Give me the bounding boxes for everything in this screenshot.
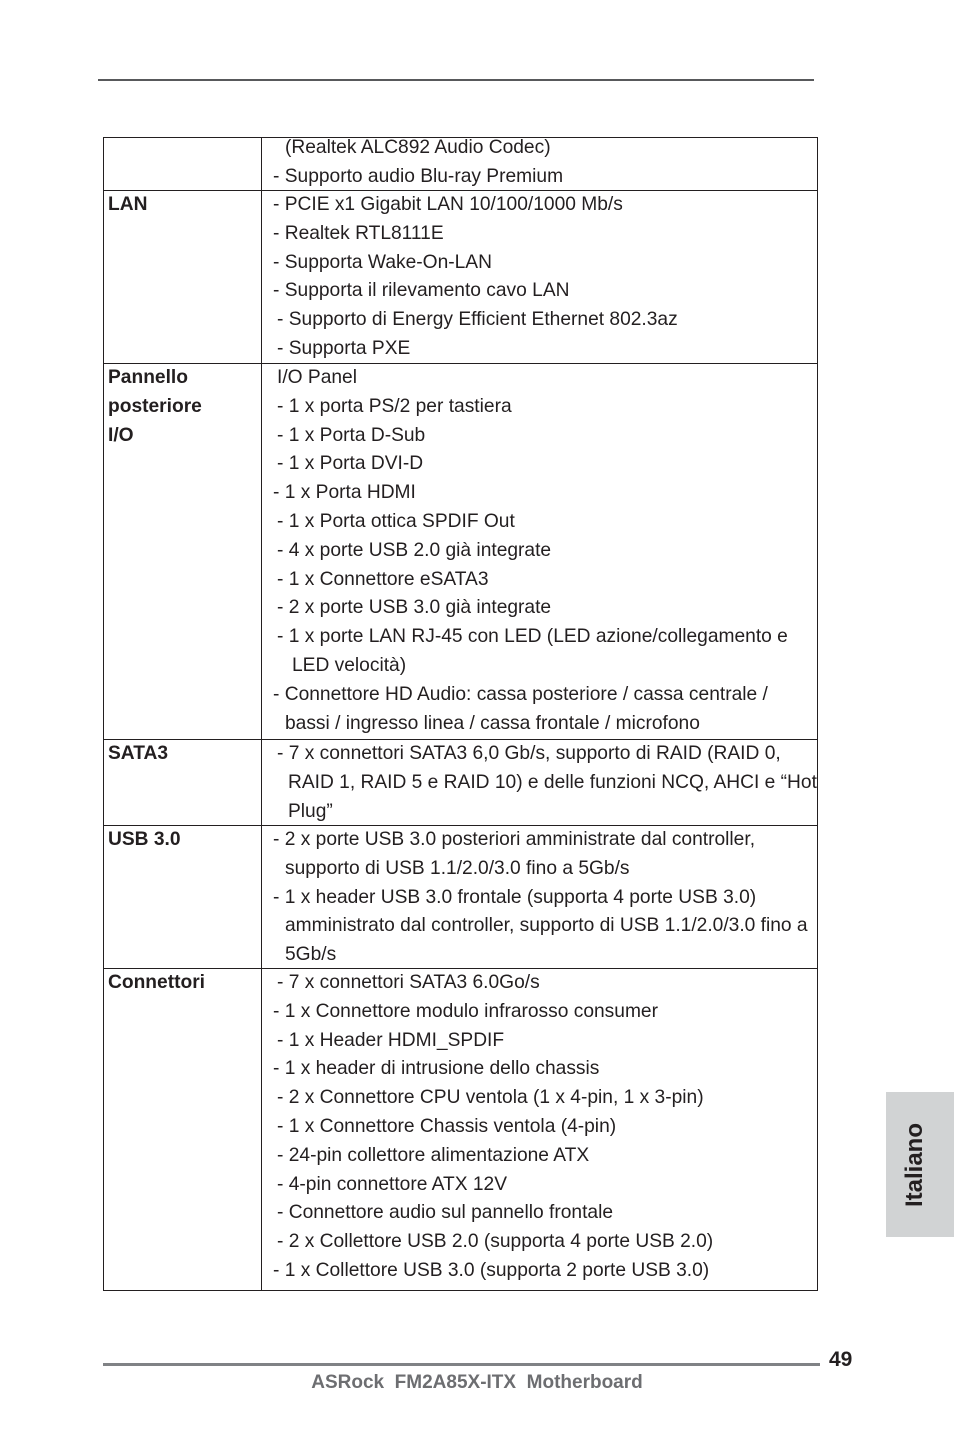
spec-line: - Supporta Wake-On-LAN: [273, 251, 492, 273]
spec-line: 5Gb/s: [285, 944, 337, 966]
spec-line: - 4-pin connettore ATX 12V: [277, 1173, 508, 1195]
spec-line: - 1 x Connettore Chassis ventola (4-pin): [277, 1115, 617, 1137]
spec-row-lan: [104, 190, 817, 363]
spec-line: - 2 x porte USB 3.0 già integrate: [277, 597, 552, 619]
spec-line: Plug”: [288, 800, 333, 822]
spec-line: - 1 x Porta HDMI: [273, 482, 416, 504]
row-label: USB 3.0: [108, 829, 181, 850]
row-label: SATA3: [108, 743, 169, 764]
row-value-cell: [262, 364, 817, 739]
spec-line: - Supporto audio Blu-ray Premium: [273, 165, 564, 187]
spec-row-usb30: [104, 825, 817, 968]
spec-line: - 7 x connettori SATA3 6,0 Gb/s, supporto di RAID (RAID 0,: [277, 743, 781, 764]
spec-line: LED velocità): [292, 654, 407, 676]
language-tab-label: Italiano: [900, 1122, 928, 1207]
row-label: LAN: [108, 194, 148, 215]
spec-line: - Connettore HD Audio: cassa posteriore / cassa centrale /: [273, 683, 768, 705]
row-label-cell: [104, 191, 262, 363]
spec-line: - 1 x Porta DVI-D: [277, 453, 424, 475]
footer-product-name: ASRock FM2A85X-ITX Motherboard: [311, 1372, 643, 1393]
spec-line: - 1 x Porta D-Sub: [277, 424, 426, 446]
spec-line: bassi / ingresso linea / cassa frontale / microfono: [285, 712, 700, 734]
row-value-cell: [262, 740, 817, 825]
spec-line: - 2 x Connettore CPU ventola (1 x 4-pin, 1 x 3-pin): [277, 1087, 704, 1109]
spec-line: - 1 x Header HDMI_SPDIF: [277, 1029, 505, 1051]
spec-line: - 1 x Porta ottica SPDIF Out: [277, 510, 515, 532]
row-value-cell: [262, 134, 817, 190]
spec-line: - 2 x porte USB 3.0 posteriori amministrate dal controller,: [273, 829, 756, 850]
spec-table: [103, 137, 818, 1291]
header-rule: [98, 79, 814, 81]
spec-line: amministrato dal controller, supporto di USB 1.1/2.0/3.0 fino a: [285, 915, 808, 937]
footer-rule: [103, 1363, 820, 1366]
spec-row-rear-panel-io: [104, 363, 817, 739]
spec-line: - 1 x header USB 3.0 frontale (supporta 4 porte USB 3.0): [273, 886, 757, 908]
row-label-cell: [104, 138, 262, 190]
spec-line: - 24-pin collettore alimentazione ATX: [277, 1144, 590, 1166]
row-value-cell: [262, 191, 817, 363]
row-label: Connettori: [108, 972, 205, 993]
row-value-cell: [262, 969, 817, 1290]
spec-line: - Supporta PXE: [277, 337, 411, 359]
row-label-cell: [104, 969, 262, 1290]
row-value-cell: [262, 826, 817, 968]
spec-line: - PCIE x1 Gigabit LAN 10/100/1000 Mb/s: [273, 194, 623, 215]
spec-line: - 1 x Connettore eSATA3: [277, 568, 489, 590]
spec-line: - 1 x porta PS/2 per tastiera: [277, 395, 512, 417]
spec-line: supporto di USB 1.1/2.0/3.0 fino a 5Gb/s: [285, 857, 630, 879]
row-label-cell: [104, 740, 262, 825]
spec-line: - Supporto di Energy Efficient Ethernet 802.3az: [277, 309, 678, 331]
spec-line: (Realtek ALC892 Audio Codec): [285, 137, 551, 158]
row-label-cell: [104, 826, 262, 968]
row-label: posteriore: [108, 395, 202, 417]
spec-row-connectors: [104, 968, 817, 1290]
spec-line: - 1 x Connettore modulo infrarosso consumer: [273, 1000, 658, 1022]
spec-line: I/O Panel: [277, 367, 357, 388]
row-label-cell: [104, 364, 262, 739]
spec-line: - 2 x Collettore USB 2.0 (supporta 4 porte USB 2.0): [277, 1231, 714, 1253]
spec-line: RAID 1, RAID 5 e RAID 10) e delle funzioni NCQ, AHCI e “Hot: [288, 771, 817, 793]
spec-line: - Realtek RTL8111E: [273, 222, 444, 244]
spec-line: - 7 x connettori SATA3 6.0Go/s: [277, 972, 540, 993]
spec-line: - 1 x Collettore USB 3.0 (supporta 2 porte USB 3.0): [273, 1259, 710, 1281]
row-label: I/O: [108, 424, 134, 446]
spec-line: - 1 x porte LAN RJ-45 con LED (LED azione/collegamento e: [277, 626, 788, 648]
spec-line: - 1 x header di intrusione dello chassis: [273, 1058, 600, 1080]
spec-line: - Connettore audio sul pannello frontale: [277, 1202, 614, 1224]
page-number: 49: [829, 1348, 853, 1371]
spec-line: - 4 x porte USB 2.0 già integrate: [277, 539, 552, 561]
spec-row-sata3: [104, 739, 817, 825]
language-tab: [886, 1092, 954, 1237]
spec-row-audio-continued: [104, 138, 817, 190]
row-label: Pannello: [108, 367, 188, 388]
spec-line: - Supporta il rilevamento cavo LAN: [273, 280, 570, 302]
